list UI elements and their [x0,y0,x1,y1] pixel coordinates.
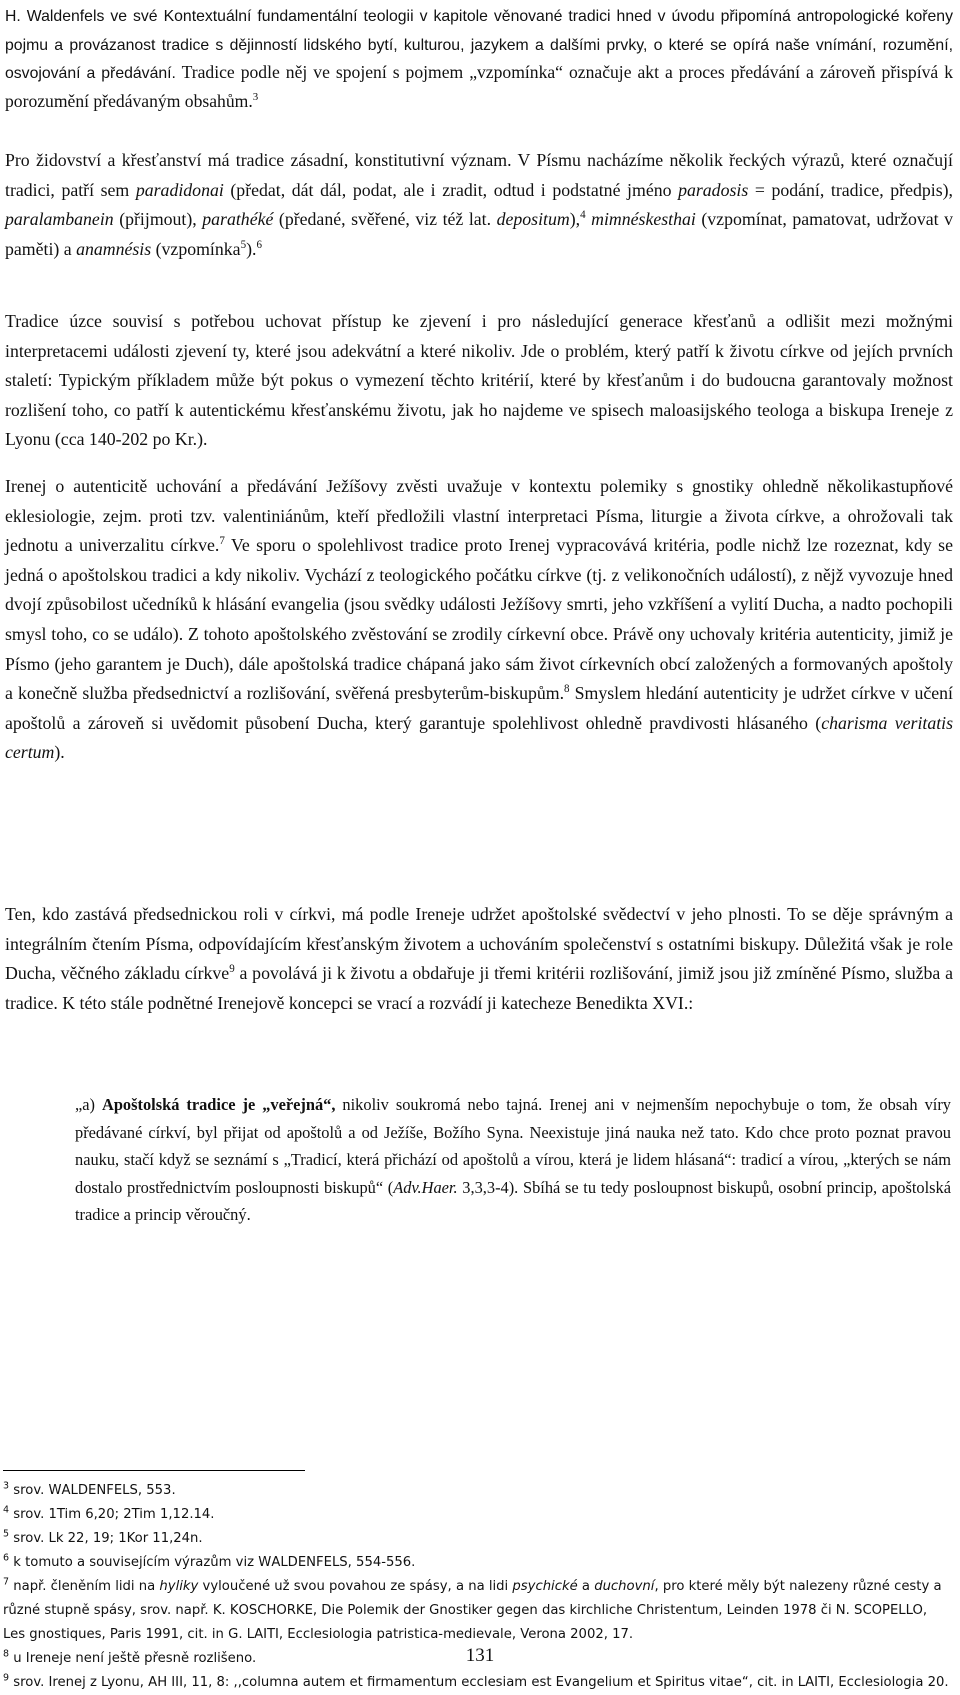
footnote-9 [3,1671,953,1695]
latin-term: depositum [496,209,570,230]
paragraph-text: Irenej o autenticitě uchování a předávání Ježíšovy zvěsti uvažuje v kontextu polemiky s gnostiky ohledně několikastupňové eklesiologie, zejm. proti tzv. valentiniánům, kteří předložili vlastní interpretaci Písma, liturgie a života církve, a ohrožovali tak jednotu a univerzalitu církve. [5,476,953,556]
footnote-ref: 9 [229,963,235,976]
paragraph-revelation-access [5,307,953,455]
footnote-6 [3,1551,953,1575]
author-name: COPELLO [862,1603,923,1618]
paragraph-text: Pro židovství a křesťanství má tradice zásadní, konstitutivní význam. V Písmu nacházíme několik řeckých výrazů, které označují tradici, patří sem [5,150,953,200]
footnote-7 [3,1575,953,1647]
paragraph-text: (předané, svěřené, viz též lat. [273,209,497,230]
footnote-text: , Ecclesiologia 20. [829,1675,949,1690]
latin-term: charisma veritatis certum [5,712,954,763]
paragraph-text: ), [569,209,581,230]
quote-text: nikoliv soukromá nebo tajná. Irenej ani v nejmenším nepochybuje o tom, že obsah víry předávané církví, byl přijat od apoštolů a od Ježíše, Božího Syna. Neexistuje jiná nauka než tato. Kdo chce proto poznat pravou nauku, stačí když se seznámí s „Tradicí, která přichází od apoštolů a vírou, která je lidem hlásaná“: tradicí a vírou, „kterých se nám dostalo prostřednictvím posloupnosti biskupů“ ( [75,1095,951,1197]
footnote-ref: 3 [252,90,259,103]
footnote-ref: 5 [240,238,247,251]
footnote-ref: 8 [564,683,570,696]
paragraph-judaism-christianity [5,146,953,264]
footnote-text: u Ireneje není ještě přesně rozlišeno. [13,1651,257,1666]
paragraph-irenaeus-authenticity [5,472,953,768]
term: duchovní [594,1579,655,1594]
footnote-text: a [577,1579,595,1594]
footnote-text: srov. Lk 22, 19; 1Kor 11,24n. [13,1531,203,1546]
greek-term: mimnéskesthai [591,209,696,230]
greek-term: paradidonai [135,179,224,200]
footnote-ref: 4 [580,209,586,222]
footnote-number: 4 [3,1504,10,1516]
footnote-text: , Les gnostiques, Paris 1991, cit. in G. L [3,1603,928,1642]
footnote-number: 5 [3,1528,10,1540]
footnote-text: např. členěním lidi na [13,1579,160,1594]
author-name: ALDENFELS [61,1483,138,1498]
footnote-text: srov. Irenej z Lyonu, AH III, 11, 8: ,,columna autem et firmamentum ecclesiam est Evangelium et Spiritus vitae“, cit. in L [13,1675,806,1690]
term: psychické [512,1579,578,1594]
paragraph-text: Tradice úzce souvisí s potřebou uchovat přístup ke zjevení i pro následující generace křesťanů a odlišit mezi možnými interpretacemi události zjevení ty, které jsou adekvátní a které nikoliv. Jde o problém, který patří k životu církve od jejích prvních staletí: Typickým příkladem může být pokus o vymezení těchto kritérií, které by křesťanům i do budoucna garantovaly možnost rozlišení toho, co patří k autentickému křesťanskému životu, jak ho najdeme ve spisech maloasijského teologa a biskupa Ireneje z Lyonu (cca 140-202 po Kr.). [5,311,953,450]
author-name: OSCHORKE [238,1603,313,1618]
paragraph-presiding-role [5,900,953,1018]
footnote-4 [3,1503,953,1527]
footnote-text: srov. W [13,1483,62,1498]
footnote-number: 8 [3,1648,10,1660]
paragraph-text: ). [54,742,65,763]
paragraph-text: a povolává ji k životu a obdařuje ji třemi kritérii rozlišování, jimiž jsou již zmíněné Písmo, služba a tradice. K této stále podnětné Irenejově koncepci se vrací a rozvádí ji katecheze Benedikta XVI.: [5,963,953,1013]
footnote-number: 7 [3,1576,10,1588]
greek-term: anamnésis [76,238,152,259]
quote-text: 3,3,3-4). Sbíhá se tu tedy posloupnost biskupů, osobní princip, apoštolská tradice a princip věroučný. [75,1177,951,1225]
footnote-ref: 7 [219,535,225,548]
quote-bold: Apoštolská tradice je „veřejná“, [101,1095,336,1114]
greek-term: paralambanein [5,209,114,230]
footnote-text: srov. 1Tim 6,20; 2Tim 1,12.14. [13,1507,215,1522]
footnote-text: , 553. [137,1483,176,1498]
paragraph-text: Smyslem hledání autenticity je udržet církve v učení apoštolů a zároveň si uvědomit působení Ducha, který garantuje spolehlivost ohledně pravdivosti hlásaného ( [5,683,953,733]
citation-title: Adv.Haer. [393,1177,458,1197]
author-name: AITI [805,1675,830,1690]
author-name: ALDENFELS [271,1555,348,1570]
footnote-text: , 554-556. [347,1555,416,1570]
greek-term: parathéké [202,209,274,230]
paragraph-text: = podání, tradice, předpis), [748,179,953,200]
author-name: AITI [254,1627,279,1642]
paragraph-text: Ve sporu o spolehlivost tradice proto Irenej vypracovává kritéria, podle nichž lze rozeznat, kdy se jedná o apoštolskou tradici a kdy nikoliv. Vychází z teologického počátku církve (tj. z velikonočních událostí), z nějž vyvozuje hned dvojí způsobilost učedníků k hlásání evangelia (jsou svědky události Ježíšovy smrti, jeho vzkříšení a vylití Ducha, a nadto pochopili smysl toho, co se událo). Z tohoto apoštolského zvěstování se zrodily církevní obce. Právě ony uchovaly kritéria autenticity, jimiž je Písmo (jeho garantem je Duch), dále apoštolská tradice chápaná jako sám život církevních obcí založených a formovaných apoštoly a konečně služba předsednictví a rozlišování, svěřená presbyterům-biskupům. [5,535,953,704]
paragraph-text: Ten, kdo zastává předsednickou roli v církvi, má podle Ireneje udržet apoštolské svědectví v jeho plnosti. To se děje správným a integrálním čtením Písma, odpovídajícím křesťanským životem a uchováním společenství s ostatními biskupy. Důležitá však je role Ducha, věčného základu církve [5,904,953,984]
footnote-text: k tomuto a souvisejícím výrazům viz W [13,1555,272,1570]
paragraph-waldenfels [5,2,953,115]
quote-text: „a) [75,1095,102,1114]
footnote-number: 9 [3,1672,10,1684]
footnote-text: , pro které měly být nalezeny různé cesty a různé stupně spásy, srov. např. K. K [3,1579,942,1618]
footnote-number: 3 [3,1480,10,1492]
paragraph-text: (předat, dát dál, podat, ale i zradit, odtud i podstatné jméno [223,179,679,200]
footnote-text: , Die Polemik der Gnostiker gegen das kirchliche Christentum, Leinden 1978 či N. S [312,1603,863,1618]
greek-term: paradosis [678,179,749,200]
paragraph-text: (vzpomínat, pamatovat, udržovat v paměti) a [5,209,953,259]
footnote-text: , Ecclesiologia patristica-medievale, Verona 2002, 17. [278,1627,634,1642]
paragraph-text: (vzpomínka [151,238,241,259]
footnote-3 [3,1479,953,1503]
paragraph-text: H. Waldenfels ve své Kontextuální fundamentální teologii v kapitole věnované tradici hned v úvodu připomíná antropologické kořeny pojmu a provázanost tradice s dějinností lidského bytí, kulturou, jazykem a dalšími prvky, o které se opírá naše vnímání, rozumění, osvojování a předávání. [5,8,953,82]
paragraph-text: ). [246,238,257,259]
footnote-text: vyloučené už svou povahou ze spásy, a na lidi [198,1579,513,1594]
block-quote [75,1091,951,1229]
footnote-5 [3,1527,953,1551]
footnote-number: 6 [3,1552,10,1564]
paragraph-text: (přijmout), [113,209,203,230]
term: hyliky [159,1579,199,1594]
page-number: 131 [465,1645,495,1666]
footnote-separator [3,1470,305,1471]
paragraph-text: Tradice podle něj ve spojení s pojmem „vzpomínka“ označuje akt a proces předávání a zároveň přispívá k porozumění předávaným obsahům. [5,62,953,111]
footnote-ref: 6 [256,238,262,251]
